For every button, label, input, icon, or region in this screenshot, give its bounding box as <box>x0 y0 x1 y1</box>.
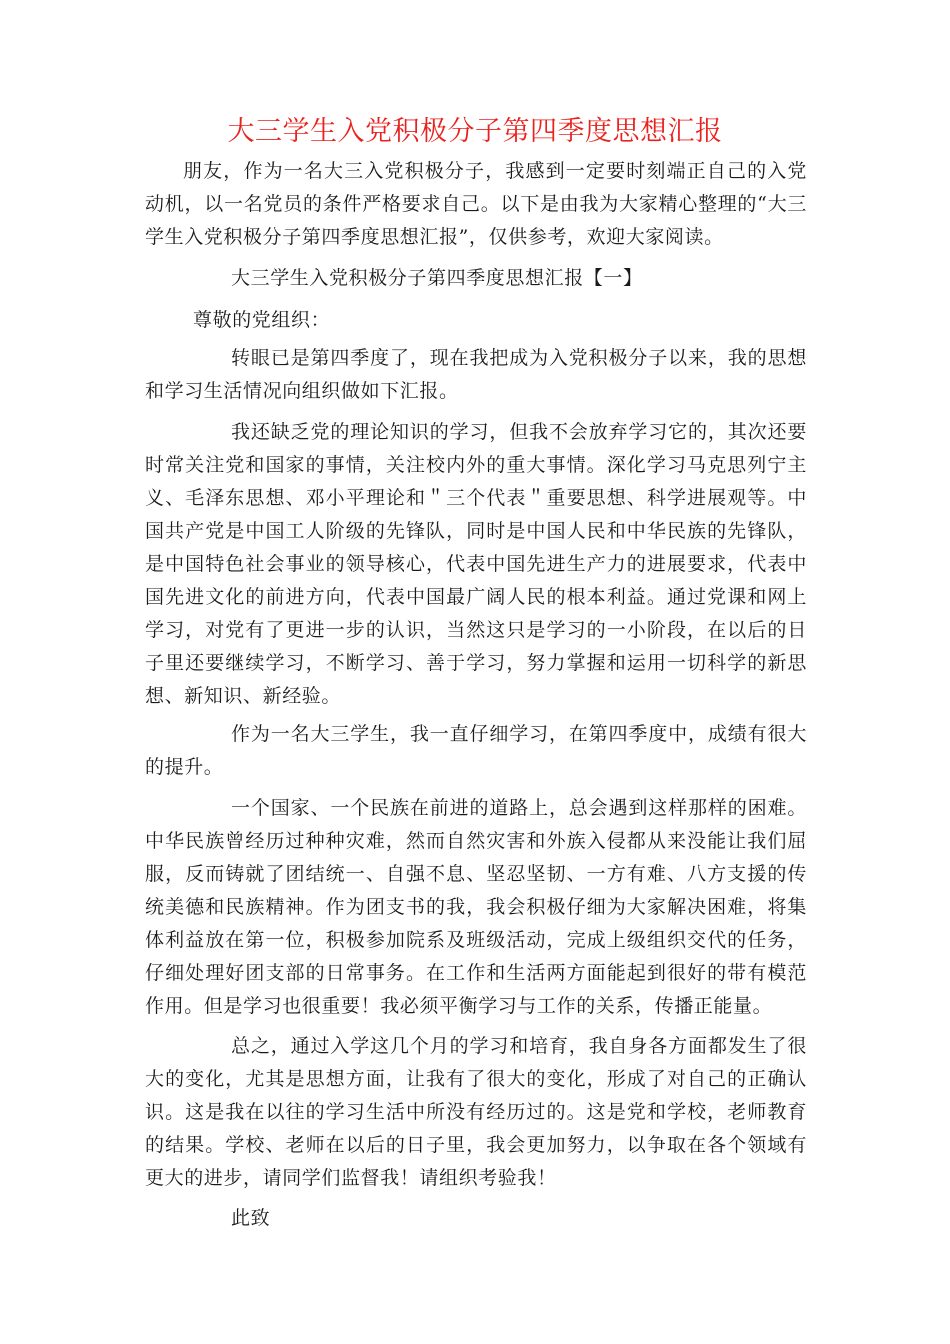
body-paragraph: 总之，通过入学这几个月的学习和培育，我自身各方面都发生了很大的变化，尤其是思想方面，让我有了很大的变化，形成了对自己的正确认识。这是我在以往的学习生活中所没有经历过的。这是党和学校，老师教育的结果。学校、老师在以后的日子里，我会更加努力，以争取在各个领域有更大的进步，请同学们监督我！请组织考验我！ <box>145 1035 807 1189</box>
body-paragraph: 转眼已是第四季度了，现在我把成为入党积极分子以来，我的思想和学习生活情况向组织做如下汇报。 <box>145 347 807 402</box>
body-paragraph: 作为一名大三学生，我一直仔细学习，在第四季度中，成绩有很大的提升。 <box>145 723 807 778</box>
closing-text: 此致 <box>231 1207 271 1229</box>
salutation: 尊敬的党组织： <box>193 309 331 331</box>
document-title: 大三学生入党积极分子第四季度思想汇报 <box>227 116 723 147</box>
section-heading: 大三学生入党积极分子第四季度思想汇报【一】 <box>231 267 643 289</box>
body-paragraph: 一个国家、一个民族在前进的道路上，总会遇到这样那样的困难。中华民族曾经历过种种灾难，然而自然灾害和外族入侵都从来没能让我们屈服，反而铸就了团结统一、自强不息、坚忍坚韧、一方有难、八方支援的传统美德和民族精神。作为团支书的我，我会积极仔细为大家解决困难，将集体利益放在第一位，积极参加院系及班级活动，完成上级组织交代的任务，仔细处理好团支部的日常事务。在工作和生活两方面能起到很好的带有模范作用。但是学习也很重要！我必须平衡学习与工作的关系，传播正能量。 <box>145 797 807 1017</box>
body-paragraph: 我还缺乏党的理论知识的学习，但我不会放弃学习它的，其次还要时常关注党和国家的事情，关注校内外的重大事情。深化学习马克思列宁主义、毛泽东思想、邓小平理论和＂三个代表＂重要思想、科学进展观等。中国共产党是中国工人阶级的先锋队，同时是中国人民和中华民族的先锋队，是中国特色社会事业的领导核心，代表中国先进生产力的进展要求，代表中国先进文化的前进方向，代表中国最广阔人民的根本利益。通过党课和网上学习，对党有了更进一步的认识，当然这只是学习的一小阶段，在以后的日子里还要继续学习，不断学习、善于学习，努力掌握和运用一切科学的新思想、新知识、新经验。 <box>145 421 807 707</box>
intro-paragraph: 朋友，作为一名大三入党积极分子，我感到一定要时刻端正自己的入党动机，以一名党员的条件严格要求自己。以下是由我为大家精心整理的“大三学生入党积极分子第四季度思想汇报”，仅供参考，欢迎大家阅读。 <box>145 160 807 248</box>
